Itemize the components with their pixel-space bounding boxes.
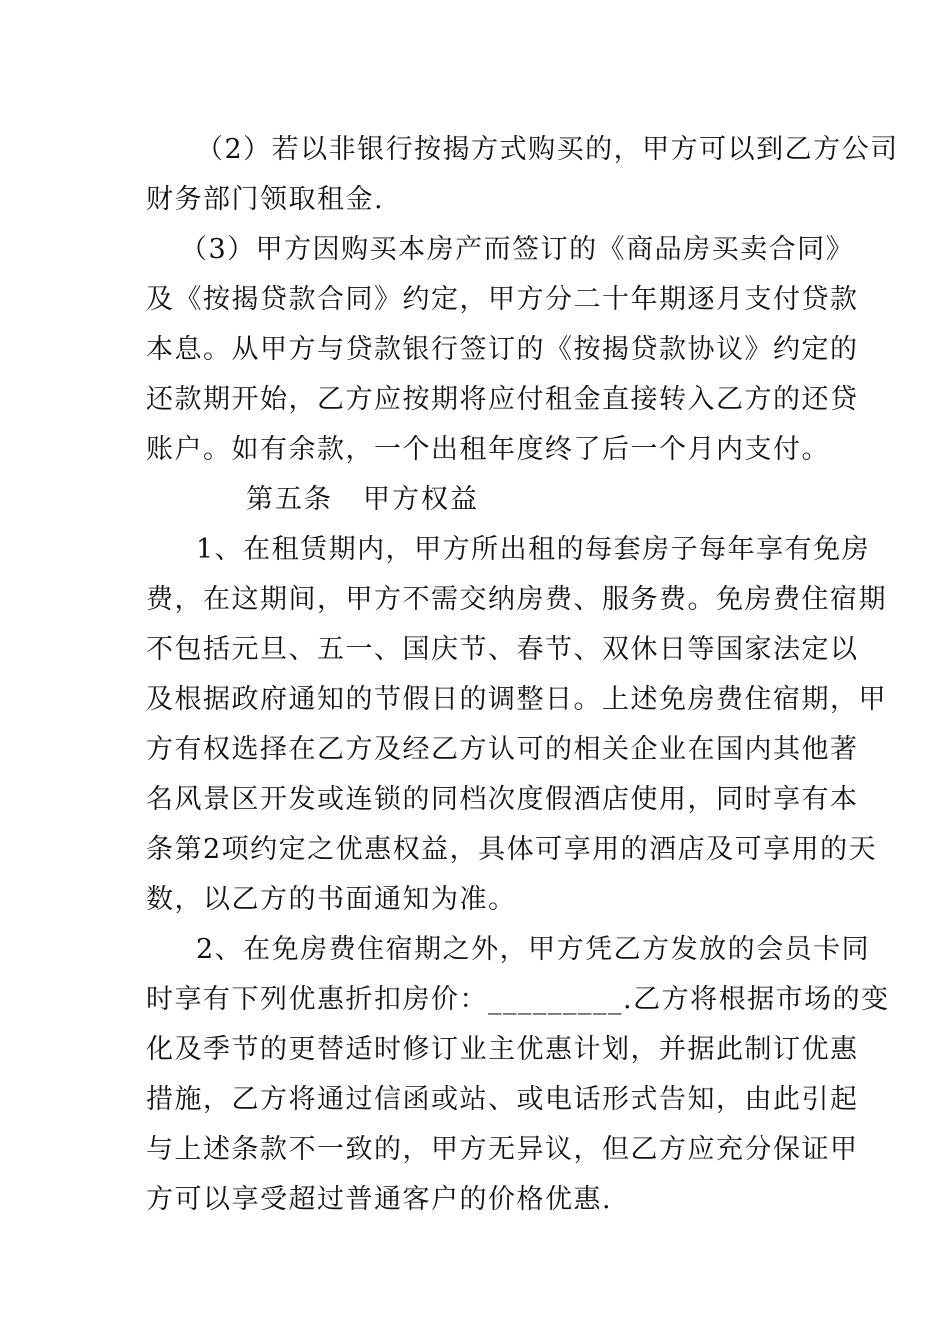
text-line: 财务部门领取租金. (146, 184, 385, 215)
text-line: 及根据政府通知的节假日的调整日。上述免房费住宿期，甲 (146, 684, 887, 715)
text-line: 本息。从甲方与贷款银行签订的《按揭贷款协议》约定的 (146, 334, 859, 365)
text-line: 条第2项约定之优惠权益，具体可享用的酒店及可享用的天 (146, 834, 878, 865)
text-line: 方有权选择在乙方及经乙方认可的相关企业在国内其他著 (146, 734, 859, 765)
text-line: 与上述条款不一致的，甲方无异议，但乙方应充分保证甲 (146, 1134, 859, 1165)
article-heading (246, 482, 906, 518)
text-line: 措施，乙方将通过信函或站、或电话形式告知，由此引起 (146, 1084, 859, 1115)
text-line: 及《按揭贷款合同》约定，甲方分二十年期逐月支付贷款 (146, 284, 859, 315)
text-line: 还款期开始，乙方应按期将应付租金直接转入乙方的还贷 (146, 384, 859, 415)
text-line: （3）甲方因购买本房产而签订的《商品房买卖合同》 (180, 234, 855, 265)
article-number: 第五条 (246, 484, 333, 515)
text-line: 2、在免房费住宿期之外，甲方凭乙方发放的会员卡同 (196, 934, 871, 965)
text-line: 方可以享受超过普通客户的价格优惠. (146, 1184, 613, 1215)
text-line: 化及季节的更替适时修订业主优惠计划，并据此制订优惠 (146, 1034, 859, 1065)
text-line: 名风景区开发或连锁的同档次度假酒店使用，同时享有本 (146, 784, 859, 815)
text-line: 账户。如有余款，一个出租年度终了后一个月内支付。 (146, 434, 830, 465)
text-line: 数，以乙方的书面通知为准。 (146, 884, 517, 915)
article-title: 甲方权益 (363, 484, 479, 515)
text-line: 费，在这期间，甲方不需交纳房费、服务费。免房费住宿期 (146, 584, 887, 615)
text-line: 时享有下列优惠折扣房价：_________.乙方将根据市场的变 (146, 984, 890, 1015)
text-line: 不包括元旦、五一、国庆节、春节、双休日等国家法定以 (146, 634, 859, 665)
text-line: （2）若以非银行按揭方式购买的，甲方可以到乙方公司 (196, 134, 899, 165)
text-line: 1、在租赁期内，甲方所出租的每套房子每年享有免房 (196, 534, 871, 565)
